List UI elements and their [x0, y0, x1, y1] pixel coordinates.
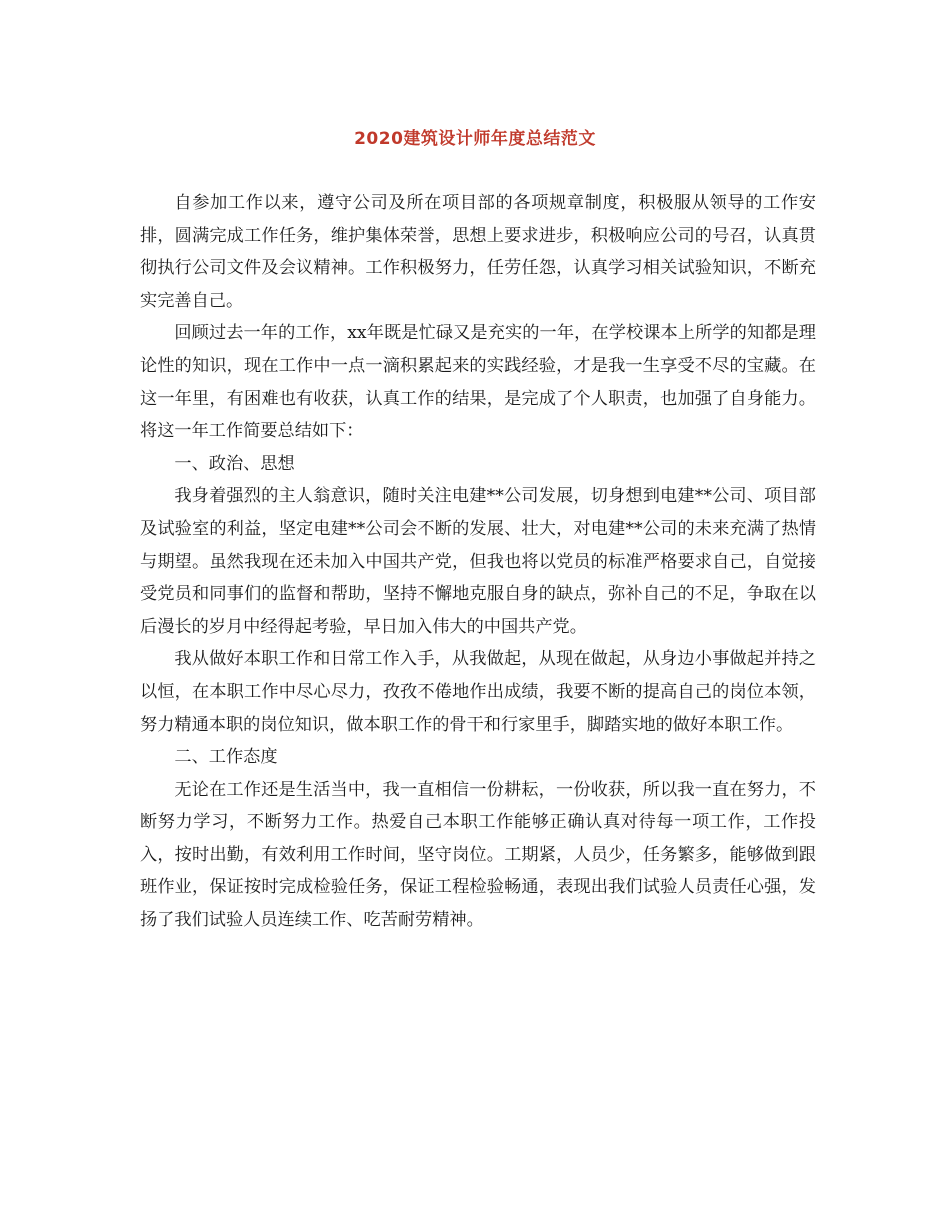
paragraph-review: 回顾过去一年的工作，xx年既是忙碌又是充实的一年，在学校课本上所学的知都是理论性的知识，现在工作中一点一滴积累起来的实践经验，才是我一生享受不尽的宝藏。在这一年里，有困难也有收获，认真工作的结果，是完成了个人职责，也加强了自身能力。将这一年工作简要总结如下： [140, 323, 816, 442]
paragraph-politics: 我身着强烈的主人翁意识，随时关注电建**公司发展，切身想到电建**公司、项目部及试验室的利益，坚定电建**公司会不断的发展、壮大，对电建**公司的未来充满了热情与期望。虽然我现在还未加入中国共产党，但我也将以党员的标准严格要求自己，自觉接受党员和同事们的监督和帮助，坚持不懈地克服自身的缺点，弥补自己的不足，争取在以后漫长的岁月中经得起考验，早日加入伟大的中国共产党。 [140, 486, 816, 637]
paragraph-duty: 我从做好本职工作和日常工作入手，从我做起，从现在做起，从身边小事做起并持之以恒，在本职工作中尽心尽力，孜孜不倦地作出成绩，我要不断的提高自己的岗位本领，努力精通本职的岗位知识，做本职工作的骨干和行家里手，脚踏实地的做好本职工作。 [140, 649, 816, 735]
document-title: 2020建筑设计师年度总结范文 [354, 129, 596, 149]
paragraph-attitude: 无论在工作还是生活当中，我一直相信一份耕耘，一份收获，所以我一直在努力，不断努力学习，不断努力工作。热爱自己本职工作能够正确认真对待每一项工作，工作投入，按时出勤，有效利用工作时间，坚守岗位。工期紧，人员少，任务繁多，能够做到跟班作业，保证按时完成检验任务，保证工程检验畅通，表现出我们试验人员责任心强，发扬了我们试验人员连续工作、吃苦耐劳精神。 [140, 779, 816, 931]
document-body [140, 187, 816, 937]
section-heading-politics: 一、政治、思想 [174, 453, 295, 474]
section-heading-attitude: 二、工作态度 [174, 747, 278, 768]
paragraph-intro: 自参加工作以来，遵守公司及所在项目部的各项规章制度，积极服从领导的工作安排，圆满完成工作任务，维护集体荣誉，思想上要求进步，积极响应公司的号召，认真贯彻执行公司文件及会议精神。工作积极努力，任劳任怨，认真学习相关试验知识，不断充实完善自己。 [140, 193, 816, 311]
